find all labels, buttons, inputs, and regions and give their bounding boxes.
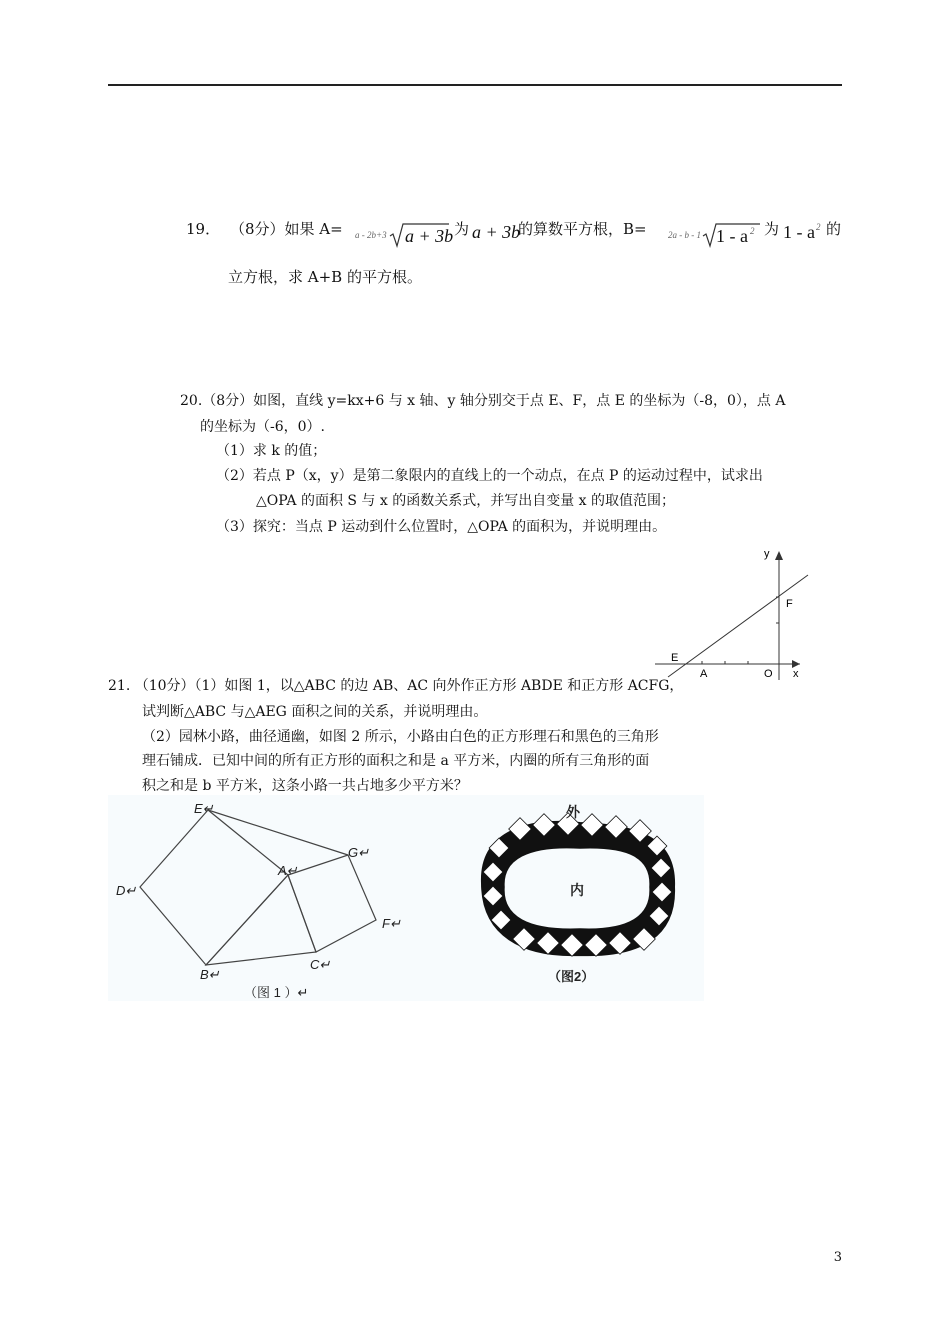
- figure-2: [462, 795, 704, 1001]
- point-e-label: E: [671, 652, 679, 664]
- q19-wei: 为: [454, 220, 470, 238]
- q19-b-root-exponent: 2: [816, 222, 821, 232]
- inner-label: 内: [570, 882, 584, 898]
- x-axis-label: x: [793, 668, 799, 680]
- y-axis-arrow-icon: [775, 551, 783, 560]
- vertex-f-label: F↵: [382, 916, 401, 931]
- vertex-d-label: D↵: [116, 883, 137, 898]
- figure-2-caption: （图2）: [548, 969, 595, 984]
- figure-1-caption: （图 1 ）↵: [244, 985, 309, 1000]
- q19-b-exponent: 2: [750, 226, 755, 236]
- q19-a-radicand: a + 3b: [405, 226, 454, 246]
- q19-wei2: 为: [764, 220, 780, 238]
- page-number: 3: [833, 1250, 842, 1265]
- q19-a-root-of: a + 3b: [472, 222, 521, 242]
- square-acfg: [288, 855, 376, 952]
- square-abde: [140, 810, 288, 965]
- q19-b-radicand: 1 - a: [716, 226, 748, 246]
- q21-line4: 理石铺成．已知中间的所有正方形的面积之和是 a 平方米，内圈的所有三角形的面: [142, 753, 650, 769]
- q19-b-index: 2a - b - 1: [668, 230, 701, 240]
- q19-line2: 立方根，求 A+B 的平方根。: [228, 268, 422, 286]
- q21-line1: 21. （10分）（1）如图 1，以△ABC 的边 AB、AC 向外作正方形 ABDE 和正方形 ACFG，: [108, 678, 684, 694]
- y-axis-label: y: [764, 548, 770, 560]
- q20-coordinate-graph: [650, 545, 820, 685]
- q20-part3: （3）探究：当点 P 运动到什么位置时，△OPA 的面积为，并说明理由。: [216, 519, 667, 535]
- point-f-label: F: [786, 598, 793, 610]
- triangle-abc: [206, 875, 316, 965]
- q21-line2: 试判断△ABC 与△AEG 面积之间的关系，并说明理由。: [142, 704, 488, 720]
- vertex-e-label: E↵: [194, 801, 214, 816]
- vertex-c-label: C↵: [310, 957, 331, 972]
- header-rule: [108, 84, 842, 86]
- vertex-g-label: G↵: [348, 845, 370, 860]
- point-a-label: A: [700, 668, 708, 680]
- segment-eg: [208, 810, 348, 855]
- q20-line1: 20.（8分）如图，直线 y=kx+6 与 x 轴、y 轴分别交于点 E、F，点 E 的坐标为（-8，0），点 A: [180, 393, 786, 409]
- q19-de: 的: [826, 220, 842, 238]
- q21-line3: （2）园林小路，曲径通幽，如图 2 所示，小路由白色的正方形理石和黑色的三角形: [142, 729, 659, 745]
- q19-number: 19．: [186, 220, 221, 238]
- q20-part2b: △OPA 的面积 S 与 x 的函数关系式，并写出自变量 x 的取值范围；: [256, 493, 676, 509]
- vertex-b-label: B↵: [200, 967, 220, 982]
- q19-arith: 的算数平方根，B=: [518, 220, 647, 238]
- vertex-a-label: A↵: [278, 863, 298, 878]
- q21-line5: 积之和是 b 平方米，这条小路一共占地多少平方米？: [142, 778, 468, 794]
- line-ef: [668, 575, 808, 677]
- q19-b-root-of: 1 - a: [783, 222, 815, 242]
- q20-part1: （1）求 k 的值；: [216, 443, 327, 459]
- q19-score: （8分）如果 A=: [230, 220, 343, 238]
- origin-label: O: [764, 668, 773, 680]
- figure-1: [108, 795, 462, 1001]
- q20-line2: 的坐标为（-6，0）.: [200, 419, 325, 435]
- q20-part2a: （2）若点 P（x，y）是第二象限内的直线上的一个动点，在点 P 的运动过程中，试求出: [216, 468, 763, 484]
- outer-label: 外: [566, 804, 580, 820]
- x-axis-arrow-icon: [792, 660, 800, 668]
- q19-a-index: a - 2b+3: [355, 230, 387, 240]
